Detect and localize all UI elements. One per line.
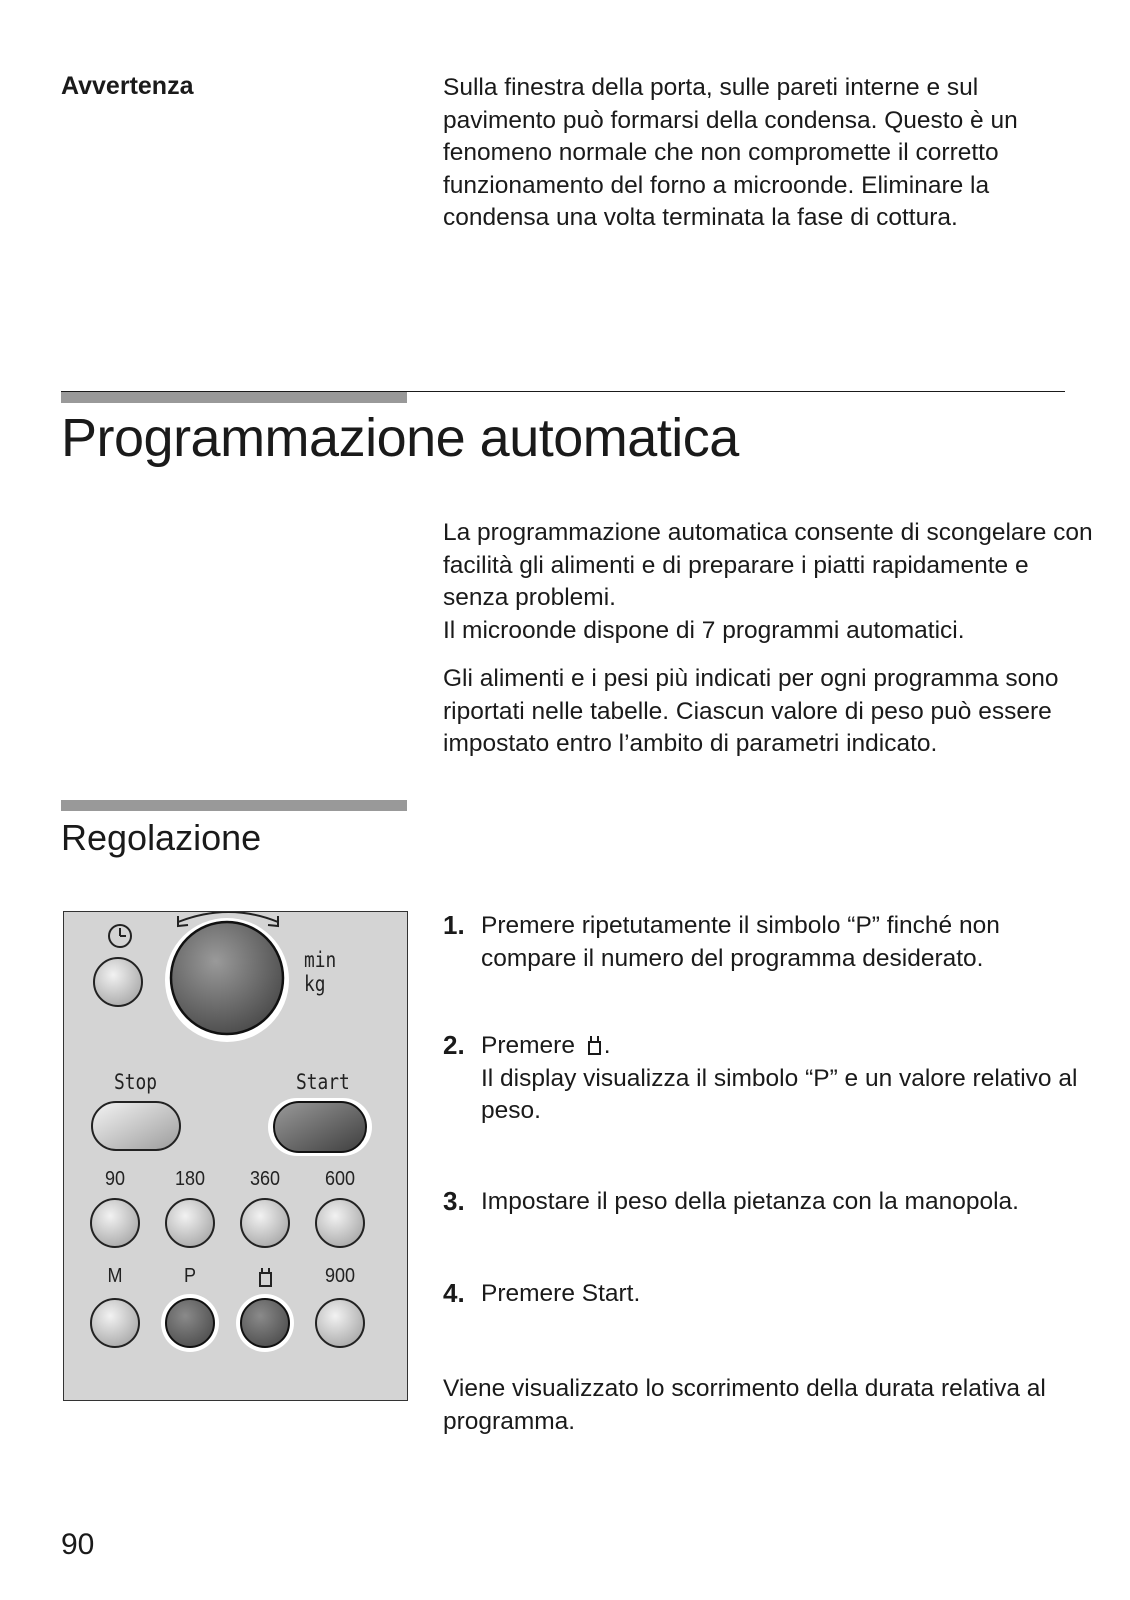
step-text: Impostare il peso della pietanza con la manopola. — [481, 1188, 1019, 1215]
intro-paragraph-3: Gli alimenti e i pesi più indicati per ogni programma sono riportati nelle tabelle. Ciascun valore di peso può essere impostato entro l’ambito di parametri indicato. — [443, 665, 1059, 757]
power-180-button[interactable] — [166, 1199, 214, 1247]
step-number: 1. — [443, 910, 465, 940]
section-gray-bar — [61, 392, 407, 403]
step-number: 4. — [443, 1278, 465, 1308]
clock-icon — [109, 925, 131, 947]
power-600-button[interactable] — [316, 1199, 364, 1247]
start-label: Start — [296, 1070, 350, 1094]
power-360-button[interactable] — [241, 1199, 289, 1247]
weight-button[interactable] — [241, 1299, 289, 1347]
stop-button[interactable] — [92, 1102, 180, 1150]
intro-paragraph-1: La programmazione automatica consente di scongelare con facilità gli alimenti e di preparare i piatti rapidamente e senza problemi. — [443, 519, 1093, 611]
intro-paragraph-2: Il microonde dispone di 7 programmi automatici. — [443, 616, 965, 644]
label-600: 600 — [324, 1168, 356, 1190]
start-button[interactable] — [274, 1102, 366, 1152]
power-90-button[interactable] — [91, 1199, 139, 1247]
step-text: Premere ripetutamente il simbolo “P” finché non compare il numero del programma desiderato. — [481, 912, 1000, 972]
step-text-detail: Il display visualizza il simbolo “P” e un valore relativo al peso. — [481, 1064, 1078, 1124]
warning-label: Avvertenza — [61, 72, 194, 100]
label-900: 900 — [324, 1265, 356, 1287]
memory-button[interactable] — [91, 1299, 139, 1347]
step-number: 2. — [443, 1030, 465, 1060]
label-180: 180 — [174, 1168, 206, 1190]
label-90: 90 — [104, 1168, 126, 1190]
section-rule — [61, 391, 1065, 392]
subsection-title: Regolazione — [61, 817, 262, 858]
page-number: 90 — [61, 1528, 95, 1561]
result-note: Viene visualizzato lo scorrimento della durata relativa al programma. — [443, 1375, 1046, 1435]
label-program: P — [183, 1265, 197, 1287]
control-panel-illustration — [63, 911, 408, 1401]
step-text-period: . — [603, 1032, 611, 1059]
clock-button[interactable] — [94, 958, 142, 1006]
control-panel-graphics — [64, 912, 409, 1402]
step-text: Premere — [481, 1032, 575, 1059]
warning-text: Sulla finestra della porta, sulle pareti interne e sul pavimento può formarsi della condensa. Questo è un fenomeno normale che non compromette il corretto funzionamento del forno a microonde. Eliminare la condensa una volta terminata la fase di cottura. — [443, 74, 1018, 231]
page-title: Programmazione automatica — [61, 408, 739, 468]
program-button[interactable] — [166, 1299, 214, 1347]
subsection-gray-bar — [61, 800, 407, 811]
power-900-button[interactable] — [316, 1299, 364, 1347]
knob-unit-min: min — [304, 948, 337, 972]
step-number: 3. — [443, 1186, 465, 1216]
label-memory: M — [107, 1265, 123, 1287]
weight-icon — [586, 1034, 604, 1056]
rotary-knob[interactable] — [171, 922, 283, 1034]
stop-label: Stop — [114, 1070, 157, 1094]
knob-unit-kg: kg — [304, 972, 326, 996]
weight-icon — [260, 1268, 271, 1286]
label-360: 360 — [249, 1168, 281, 1190]
intro-text — [443, 517, 1093, 761]
step-text: Premere Start. — [481, 1280, 641, 1307]
